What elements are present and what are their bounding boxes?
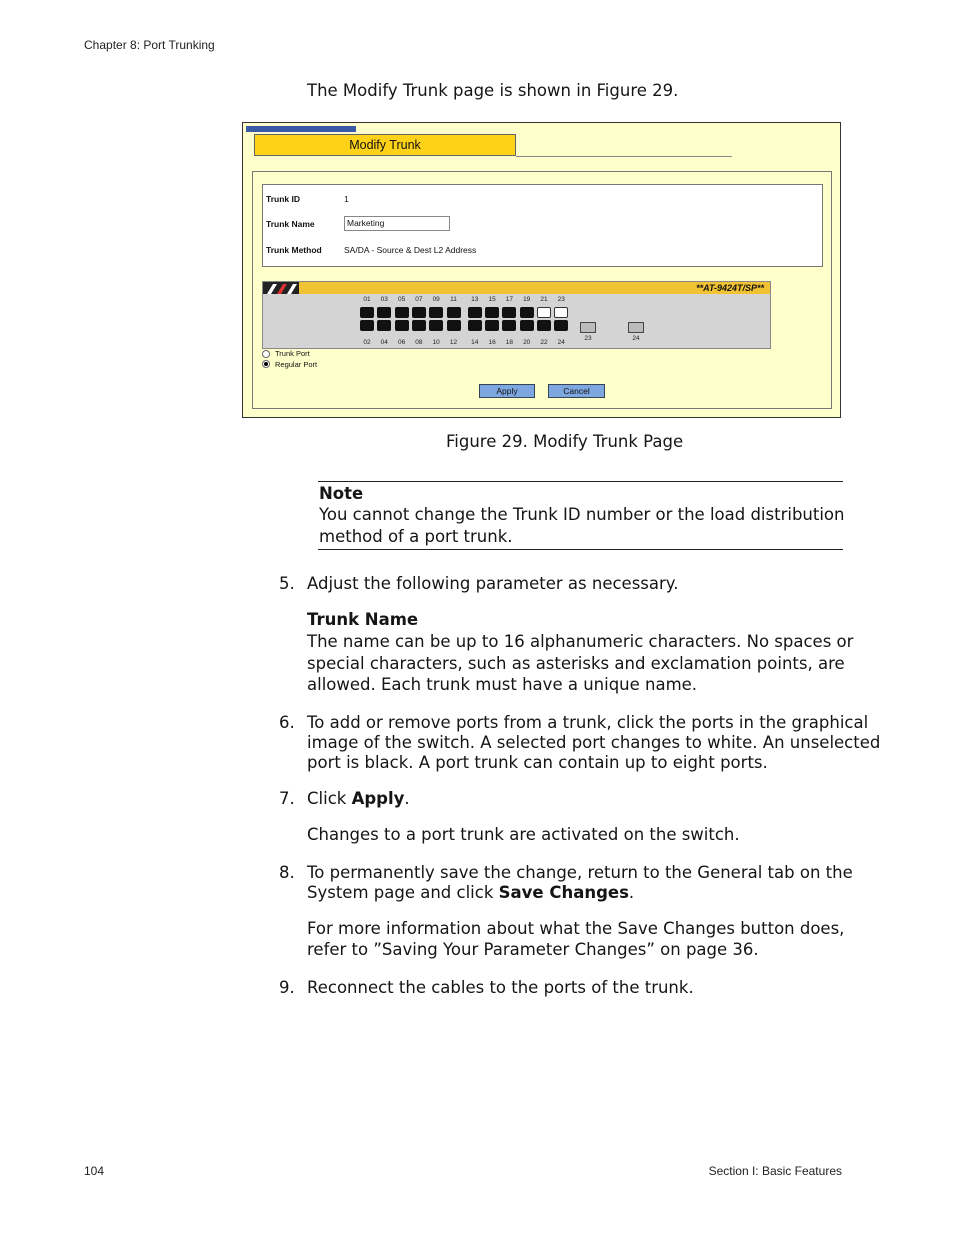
tab-strip-accent bbox=[246, 126, 356, 132]
port-label-bottom: 22 bbox=[540, 339, 548, 346]
port-label-top: 07 bbox=[415, 296, 423, 303]
tab-modify-trunk[interactable]: Modify Trunk bbox=[254, 134, 516, 156]
step-7-pre: Click bbox=[307, 789, 352, 808]
param-line-3: allowed. Each trunk must have a unique name. bbox=[307, 675, 698, 694]
regular-port-label: Regular Port bbox=[275, 360, 318, 369]
cancel-button[interactable]: Cancel bbox=[548, 384, 605, 398]
param-title: Trunk Name bbox=[307, 610, 419, 629]
trunk-method-label: Trunk Method bbox=[266, 245, 322, 255]
tab-underline bbox=[516, 156, 732, 157]
step-7-sub: Changes to a port trunk are activated on the switch. bbox=[307, 825, 740, 844]
port-label-top: 05 bbox=[397, 296, 406, 303]
step-9-number: 9. bbox=[279, 978, 295, 997]
port-label-bottom: 18 bbox=[505, 339, 513, 346]
trunk-port-label: Trunk Port bbox=[275, 349, 310, 358]
note-line-1: You cannot change the Trunk ID number or the load distribution bbox=[319, 505, 845, 524]
step-7-number: 7. bbox=[279, 789, 295, 808]
trunk-name-label: Trunk Name bbox=[266, 219, 315, 229]
trunk-method-value: SA/DA - Source & Dest L2 Address bbox=[344, 245, 477, 255]
trunk-name-input[interactable]: Marketing bbox=[344, 216, 450, 231]
port-label-top: 13 bbox=[471, 296, 479, 303]
note-bottom-rule bbox=[318, 549, 843, 550]
intro-paragraph: The Modify Trunk page is shown in Figure 29. bbox=[307, 81, 679, 100]
trunk-port-radio[interactable] bbox=[262, 350, 270, 358]
switch-port[interactable] bbox=[412, 320, 426, 331]
switch-port[interactable] bbox=[502, 320, 516, 331]
switch-port[interactable] bbox=[360, 307, 374, 318]
switch-port[interactable] bbox=[537, 320, 551, 331]
port-label-top: 03 bbox=[380, 296, 388, 303]
switch-port[interactable] bbox=[429, 320, 443, 331]
step-6-line-1: To add or remove ports from a trunk, click the ports in the graphical bbox=[307, 713, 869, 732]
port-label-top: 17 bbox=[505, 296, 513, 303]
step-8-pre: System page and click bbox=[307, 883, 499, 902]
port-label-bottom: 14 bbox=[471, 339, 479, 346]
port-label-top: 01 bbox=[363, 296, 371, 303]
port-label-bottom: 20 bbox=[523, 339, 531, 346]
step-8-save-bold: Save Changes bbox=[498, 883, 629, 902]
switch-port[interactable] bbox=[468, 320, 482, 331]
switch-port[interactable] bbox=[377, 307, 391, 318]
step-6-number: 6. bbox=[279, 713, 295, 732]
param-line-1: The name can be up to 16 alphanumeric characters. No spaces or bbox=[307, 632, 854, 651]
note-title: Note bbox=[319, 484, 364, 503]
brand-logo-icon bbox=[263, 282, 299, 294]
step-5-number: 5. bbox=[279, 574, 295, 593]
switch-port[interactable] bbox=[485, 320, 499, 331]
step-5-text: Adjust the following parameter as necessary. bbox=[307, 574, 679, 593]
apply-button[interactable]: Apply bbox=[479, 384, 535, 398]
switch-image bbox=[262, 281, 771, 349]
switch-port[interactable] bbox=[377, 320, 391, 331]
uplink-port[interactable] bbox=[628, 322, 644, 333]
switch-port[interactable] bbox=[447, 320, 461, 331]
uplink-label: 23 bbox=[584, 335, 592, 342]
uplink-port[interactable] bbox=[580, 322, 596, 333]
trunk-id-value: 1 bbox=[344, 194, 349, 204]
switch-port[interactable] bbox=[520, 320, 534, 331]
step-8-line-1: To permanently save the change, return to the General tab on the bbox=[307, 863, 853, 882]
step-7-apply-bold: Apply bbox=[351, 789, 405, 808]
switch-model-label: **AT-9424T/SP** bbox=[696, 283, 764, 293]
switch-port[interactable] bbox=[395, 307, 409, 318]
step-8-sub-line-2: refer to ”Saving Your Parameter Changes” on page 36. bbox=[307, 940, 759, 959]
step-8-number: 8. bbox=[279, 863, 295, 882]
port-label-bottom: 08 bbox=[415, 339, 423, 346]
switch-port[interactable] bbox=[502, 307, 516, 318]
switch-port[interactable] bbox=[468, 307, 482, 318]
port-label-bottom: 16 bbox=[488, 339, 496, 346]
port-label-top: 09 bbox=[432, 296, 440, 303]
port-label-top: 19 bbox=[523, 296, 531, 303]
uplink-label: 24 bbox=[632, 335, 640, 342]
port-label-bottom: 10 bbox=[432, 339, 440, 346]
step-6-line-3: port is black. A port trunk can contain up to eight ports. bbox=[307, 753, 768, 772]
switch-port[interactable] bbox=[429, 307, 443, 318]
step-8-sub-line-1: For more information about what the Save Changes button does, bbox=[307, 919, 845, 938]
port-label-bottom: 06 bbox=[397, 339, 406, 346]
port-label-bottom: 02 bbox=[363, 339, 371, 346]
running-header: Chapter 8: Port Trunking bbox=[84, 38, 215, 52]
switch-port[interactable] bbox=[554, 320, 568, 331]
switch-port[interactable] bbox=[360, 320, 374, 331]
trunk-id-label: Trunk ID bbox=[266, 194, 301, 204]
figure-caption: Figure 29. Modify Trunk Page bbox=[446, 432, 684, 451]
switch-port[interactable] bbox=[520, 307, 534, 318]
step-8-line-2 bbox=[307, 882, 634, 903]
switch-port[interactable] bbox=[485, 307, 499, 318]
port-label-bottom: 12 bbox=[449, 339, 458, 346]
note-top-rule bbox=[318, 481, 843, 482]
section-footer: Section I: Basic Features bbox=[708, 1164, 842, 1178]
page-number: 104 bbox=[84, 1164, 105, 1178]
step-7-text bbox=[307, 788, 410, 809]
port-label-top: 11 bbox=[450, 296, 457, 303]
switch-port[interactable] bbox=[395, 320, 409, 331]
step-7-post: . bbox=[404, 789, 410, 808]
param-line-2: special characters, such as asterisks and exclamation points, are bbox=[307, 654, 845, 673]
step-9-text: Reconnect the cables to the ports of the trunk. bbox=[307, 978, 694, 997]
port-label-bottom: 24 bbox=[557, 339, 565, 346]
modify-trunk-figure bbox=[242, 122, 841, 418]
trunk-fields-box bbox=[262, 184, 823, 267]
switch-port[interactable] bbox=[537, 307, 551, 318]
step-8-post: . bbox=[628, 883, 635, 902]
port-label-top: 23 bbox=[557, 296, 565, 303]
switch-port[interactable] bbox=[554, 307, 568, 318]
switch-port[interactable] bbox=[412, 307, 426, 318]
step-6-line-2: image of the switch. A selected port changes to white. An unselected bbox=[307, 733, 881, 752]
port-label-bottom: 04 bbox=[380, 339, 388, 346]
port-label-top: 21 bbox=[540, 296, 548, 303]
note-line-2: method of a port trunk. bbox=[319, 527, 513, 546]
switch-port[interactable] bbox=[447, 307, 461, 318]
port-label-top: 15 bbox=[488, 296, 496, 303]
switch-brand-bar bbox=[263, 282, 770, 294]
regular-port-radio[interactable] bbox=[262, 360, 270, 368]
